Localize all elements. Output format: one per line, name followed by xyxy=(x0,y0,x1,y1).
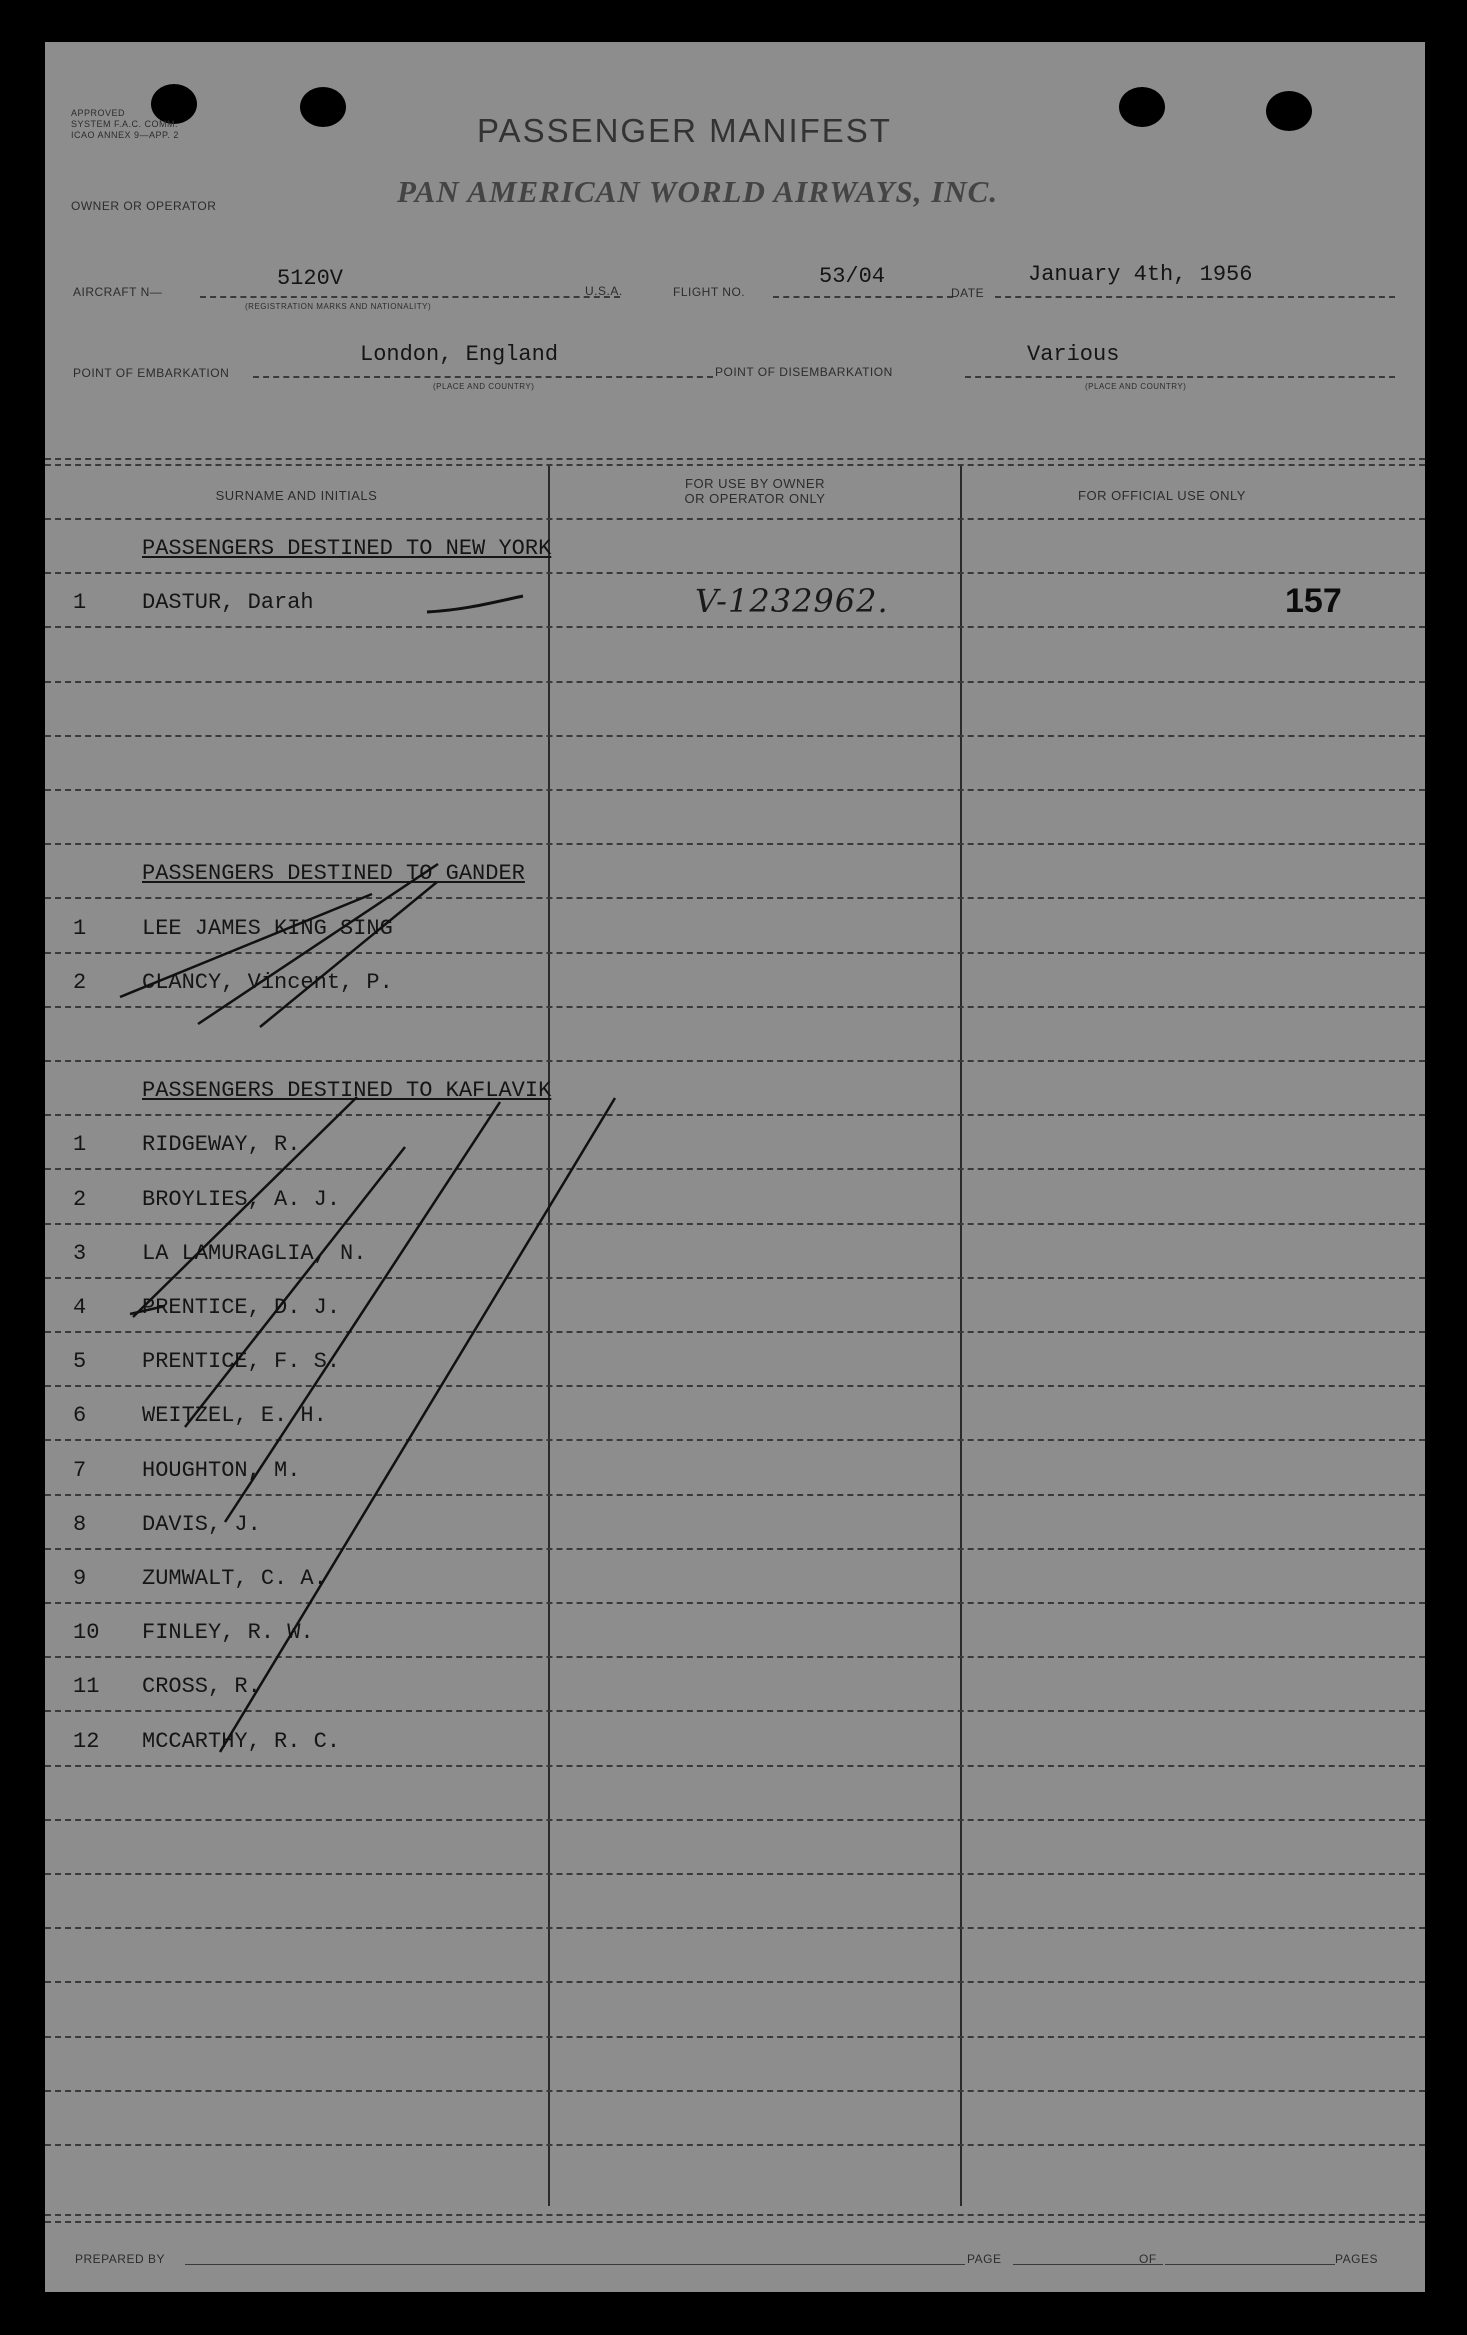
of-line xyxy=(1165,2264,1335,2265)
col-owner-header: FOR USE BY OWNER OR OPERATOR ONLY xyxy=(684,476,826,506)
manifest-sheet xyxy=(45,42,1425,2292)
passenger-number: 12 xyxy=(73,1729,100,1754)
passenger-name: FINLEY, R. W. xyxy=(142,1620,314,1645)
passenger-name: LEE JAMES KING SING xyxy=(142,916,393,941)
passenger-name: DAVIS, J. xyxy=(142,1512,261,1537)
passenger-name: CROSS, R. xyxy=(142,1674,261,1699)
passenger-name: LA LAMURAGLIA, N. xyxy=(142,1241,367,1266)
section-heading: PASSENGERS DESTINED TO KAFLAVIK xyxy=(142,1078,552,1103)
passenger-number: 10 xyxy=(73,1620,100,1645)
passenger-number: 1 xyxy=(73,916,87,941)
passenger-name: HOUGHTON, M. xyxy=(142,1458,301,1483)
disembark-label: POINT OF DISEMBARKATION xyxy=(715,365,893,379)
passenger-number: 3 xyxy=(73,1241,87,1266)
passenger-number: 1 xyxy=(73,1132,87,1157)
embark-label: POINT OF EMBARKATION xyxy=(73,366,230,380)
passenger-name: ZUMWALT, C. A. xyxy=(142,1566,327,1591)
registration-note: (REGISTRATION MARKS AND NATIONALITY) xyxy=(245,302,432,311)
passenger-number: 8 xyxy=(73,1512,87,1537)
passenger-name: BROYLIES, A. J. xyxy=(142,1187,341,1212)
flight-value: 53/04 xyxy=(819,264,886,289)
embark-note: (PLACE AND COUNTRY) xyxy=(433,382,535,391)
aircraft-label: AIRCRAFT N— xyxy=(73,285,163,299)
passenger-name: PRENTICE, F. S. xyxy=(142,1349,341,1374)
embark-value: London, England xyxy=(360,342,559,367)
col-official-header: FOR OFFICIAL USE ONLY xyxy=(1078,488,1246,503)
disembark-value: Various xyxy=(1027,342,1120,367)
section-heading: PASSENGERS DESTINED TO GANDER xyxy=(142,861,525,886)
strike-mark-kef-2 xyxy=(185,1147,405,1427)
date-value: January 4th, 1956 xyxy=(1028,262,1253,287)
passenger-number: 4 xyxy=(73,1295,87,1320)
passenger-name: CLANCY, Vincent, P. xyxy=(142,970,393,995)
of-label: OF xyxy=(1139,2252,1157,2266)
page-label: PAGE xyxy=(967,2252,1002,2266)
pages-label: PAGES xyxy=(1335,2252,1378,2266)
aircraft-value: 5120V xyxy=(277,266,344,291)
strike-mark-kef-5 xyxy=(130,1306,165,1314)
passenger-number: 9 xyxy=(73,1566,87,1591)
flight-label: FLIGHT NO. xyxy=(673,285,746,299)
strike-mark-gander-2 xyxy=(198,864,438,1024)
approval-line-2: SYSTEM F.A.C. COMM. xyxy=(71,119,179,129)
passenger-name: MCCARTHY, R. C. xyxy=(142,1729,341,1754)
strike-mark-ny xyxy=(427,596,523,612)
strike-mark-kef-3 xyxy=(225,1102,500,1522)
passenger-number: 5 xyxy=(73,1349,87,1374)
col-surname-header: SURNAME AND INITIALS xyxy=(215,488,378,503)
section-heading: PASSENGERS DESTINED TO NEW YORK xyxy=(142,536,552,561)
operator-name: PAN AMERICAN WORLD AIRWAYS, INC. xyxy=(397,174,999,209)
passenger-name: PRENTICE, D. J. xyxy=(142,1295,341,1320)
footer-line-1 xyxy=(45,2214,1425,2216)
prepared-by-label: PREPARED BY xyxy=(75,2252,165,2266)
disembark-note: (PLACE AND COUNTRY) xyxy=(1085,382,1187,391)
passenger-name: DASTUR, Darah xyxy=(142,590,314,615)
passenger-number: 11 xyxy=(73,1674,100,1699)
strike-mark-kef-1 xyxy=(133,1097,357,1317)
passenger-name: RIDGEWAY, R. xyxy=(142,1132,301,1157)
owner-note: V-1232962. xyxy=(695,582,889,620)
approval-line-1: APPROVED xyxy=(71,108,126,118)
strike-mark-gander-1 xyxy=(120,894,372,997)
official-stamp-number: 157 xyxy=(1285,582,1342,620)
strike-mark-kef-4 xyxy=(220,1098,615,1752)
handwritten-strikes xyxy=(45,42,1425,2292)
prepared-by-line xyxy=(185,2264,965,2265)
passenger-number: 1 xyxy=(73,590,87,615)
passenger-number: 6 xyxy=(73,1403,87,1428)
approval-line-3: ICAO ANNEX 9—APP. 2 xyxy=(71,130,179,140)
usa-label: U.S.A. xyxy=(585,284,623,298)
passenger-number: 2 xyxy=(73,970,87,995)
passenger-number: 7 xyxy=(73,1458,87,1483)
form-title: PASSENGER MANIFEST xyxy=(477,112,892,149)
passenger-number: 2 xyxy=(73,1187,87,1212)
passenger-name: WEITZEL, E. H. xyxy=(142,1403,327,1428)
owner-label: OWNER OR OPERATOR xyxy=(71,199,217,213)
date-label: DATE xyxy=(951,286,985,300)
footer-line-2 xyxy=(45,2221,1425,2223)
